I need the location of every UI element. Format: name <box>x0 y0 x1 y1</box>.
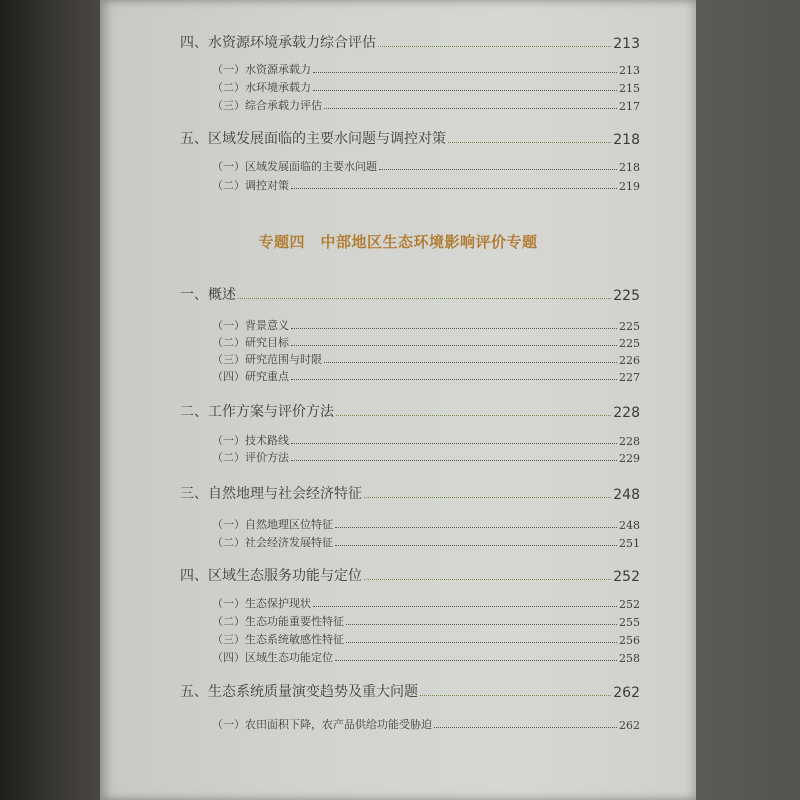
subsection-title: （一）水资源承载力 <box>212 63 311 76</box>
subsection-title: （二）水环境承载力 <box>212 81 311 94</box>
toc-subsection[interactable] <box>212 334 640 350</box>
leader-dots <box>291 443 617 444</box>
leader-dots <box>313 606 617 607</box>
subsection-title: （二）研究目标 <box>212 336 289 349</box>
toc-subsection[interactable] <box>212 97 640 113</box>
leader-dots <box>420 695 611 696</box>
subsection-title: （三）研究范围与时限 <box>212 353 322 366</box>
toc-subsection[interactable] <box>212 516 640 532</box>
section-title: 二、工作方案与评价方法 <box>180 404 334 420</box>
toc-subsection[interactable] <box>212 534 640 550</box>
toc-subsection[interactable] <box>212 61 640 77</box>
subsection-title: （一）生态保护现状 <box>212 597 311 610</box>
leader-dots <box>379 169 617 170</box>
page-number: 262 <box>613 685 640 701</box>
leader-dots <box>335 660 617 661</box>
toc-subsection[interactable] <box>212 613 640 629</box>
section-title: 四、区域生态服务功能与定位 <box>180 568 362 584</box>
subsection-title: （一）区域发展面临的主要水问题 <box>212 160 377 173</box>
toc-subsection[interactable] <box>212 449 640 465</box>
leader-dots <box>335 545 617 546</box>
toc-section[interactable] <box>180 483 640 503</box>
page-number: 225 <box>619 337 640 350</box>
background-surface <box>696 0 800 800</box>
leader-dots <box>324 362 617 363</box>
leader-dots <box>335 527 617 528</box>
toc-subsection[interactable] <box>212 595 640 611</box>
toc-subsection[interactable] <box>212 716 640 732</box>
subsection-title: （二）生态功能重要性特征 <box>212 615 344 628</box>
subsection-title: （三）生态系统敏感性特征 <box>212 633 344 646</box>
toc-section[interactable] <box>180 565 640 585</box>
toc-section[interactable] <box>180 128 640 148</box>
toc-subsection[interactable] <box>212 649 640 665</box>
leader-dots <box>346 642 617 643</box>
page-number: 262 <box>619 719 640 732</box>
page-number: 258 <box>619 652 640 665</box>
subsection-title: （四）区域生态功能定位 <box>212 651 333 664</box>
toc-subsection[interactable] <box>212 177 640 193</box>
leader-dots <box>364 497 611 498</box>
page-number: 228 <box>613 405 640 421</box>
toc-subsection[interactable] <box>212 631 640 647</box>
subsection-title: （一）农田面积下降，农产品供给功能受胁迫 <box>212 718 432 731</box>
leader-dots <box>346 624 617 625</box>
leader-dots <box>434 727 617 728</box>
subsection-title: （二）社会经济发展特征 <box>212 536 333 549</box>
page-number: 213 <box>619 64 640 77</box>
leader-dots <box>313 90 617 91</box>
toc-section[interactable] <box>180 284 640 304</box>
toc-subsection[interactable] <box>212 368 640 384</box>
leader-dots <box>313 72 617 73</box>
page-number: 229 <box>619 452 640 465</box>
page-number: 218 <box>613 132 640 148</box>
section-title: 三、自然地理与社会经济特征 <box>180 486 362 502</box>
page-number: 228 <box>619 435 640 448</box>
section-title: 五、生态系统质量演变趋势及重大问题 <box>180 684 418 700</box>
page-number: 251 <box>619 537 640 550</box>
toc-page <box>100 0 696 800</box>
leader-dots <box>291 188 617 189</box>
toc-subsection[interactable] <box>212 351 640 367</box>
subsection-title: （二）评价方法 <box>212 451 289 464</box>
toc-section[interactable] <box>180 681 640 701</box>
leader-dots <box>291 328 617 329</box>
leader-dots <box>448 142 611 143</box>
page-number: 225 <box>619 320 640 333</box>
page-number: 219 <box>619 180 640 193</box>
subsection-title: （一）技术路线 <box>212 434 289 447</box>
book-spine-shadow <box>0 0 100 800</box>
page-number: 217 <box>619 100 640 113</box>
subsection-title: （二）调控对策 <box>212 179 289 192</box>
topic-heading: 专题四 中部地区生态环境影响评价专题 <box>258 233 538 251</box>
leader-dots <box>291 379 617 380</box>
subsection-title: （一）自然地理区位特征 <box>212 518 333 531</box>
leader-dots <box>336 415 611 416</box>
toc-subsection[interactable] <box>212 432 640 448</box>
page-number: 213 <box>613 36 640 52</box>
toc-section[interactable] <box>180 401 640 421</box>
page-number: 252 <box>619 598 640 611</box>
leader-dots <box>364 579 611 580</box>
section-title: 五、区域发展面临的主要水问题与调控对策 <box>180 131 446 147</box>
page-number: 248 <box>619 519 640 532</box>
subsection-title: （一）背景意义 <box>212 319 289 332</box>
page-number: 252 <box>613 569 640 585</box>
toc-section[interactable] <box>180 32 640 52</box>
page-number: 226 <box>619 354 640 367</box>
page-number: 227 <box>619 371 640 384</box>
leader-dots <box>324 108 617 109</box>
toc-subsection[interactable] <box>212 79 640 95</box>
leader-dots <box>238 298 611 299</box>
subsection-title: （四）研究重点 <box>212 370 289 383</box>
subsection-title: （三）综合承载力评估 <box>212 99 322 112</box>
page-number: 255 <box>619 616 640 629</box>
page-number: 256 <box>619 634 640 647</box>
page-number: 248 <box>613 487 640 503</box>
toc-subsection[interactable] <box>212 158 640 174</box>
leader-dots <box>291 460 617 461</box>
toc-subsection[interactable] <box>212 317 640 333</box>
page-number: 218 <box>619 161 640 174</box>
page-number: 215 <box>619 82 640 95</box>
section-title: 四、水资源环境承载力综合评估 <box>180 35 376 51</box>
page-number: 225 <box>613 288 640 304</box>
section-title: 一、概述 <box>180 287 236 303</box>
leader-dots <box>378 46 611 47</box>
leader-dots <box>291 345 617 346</box>
